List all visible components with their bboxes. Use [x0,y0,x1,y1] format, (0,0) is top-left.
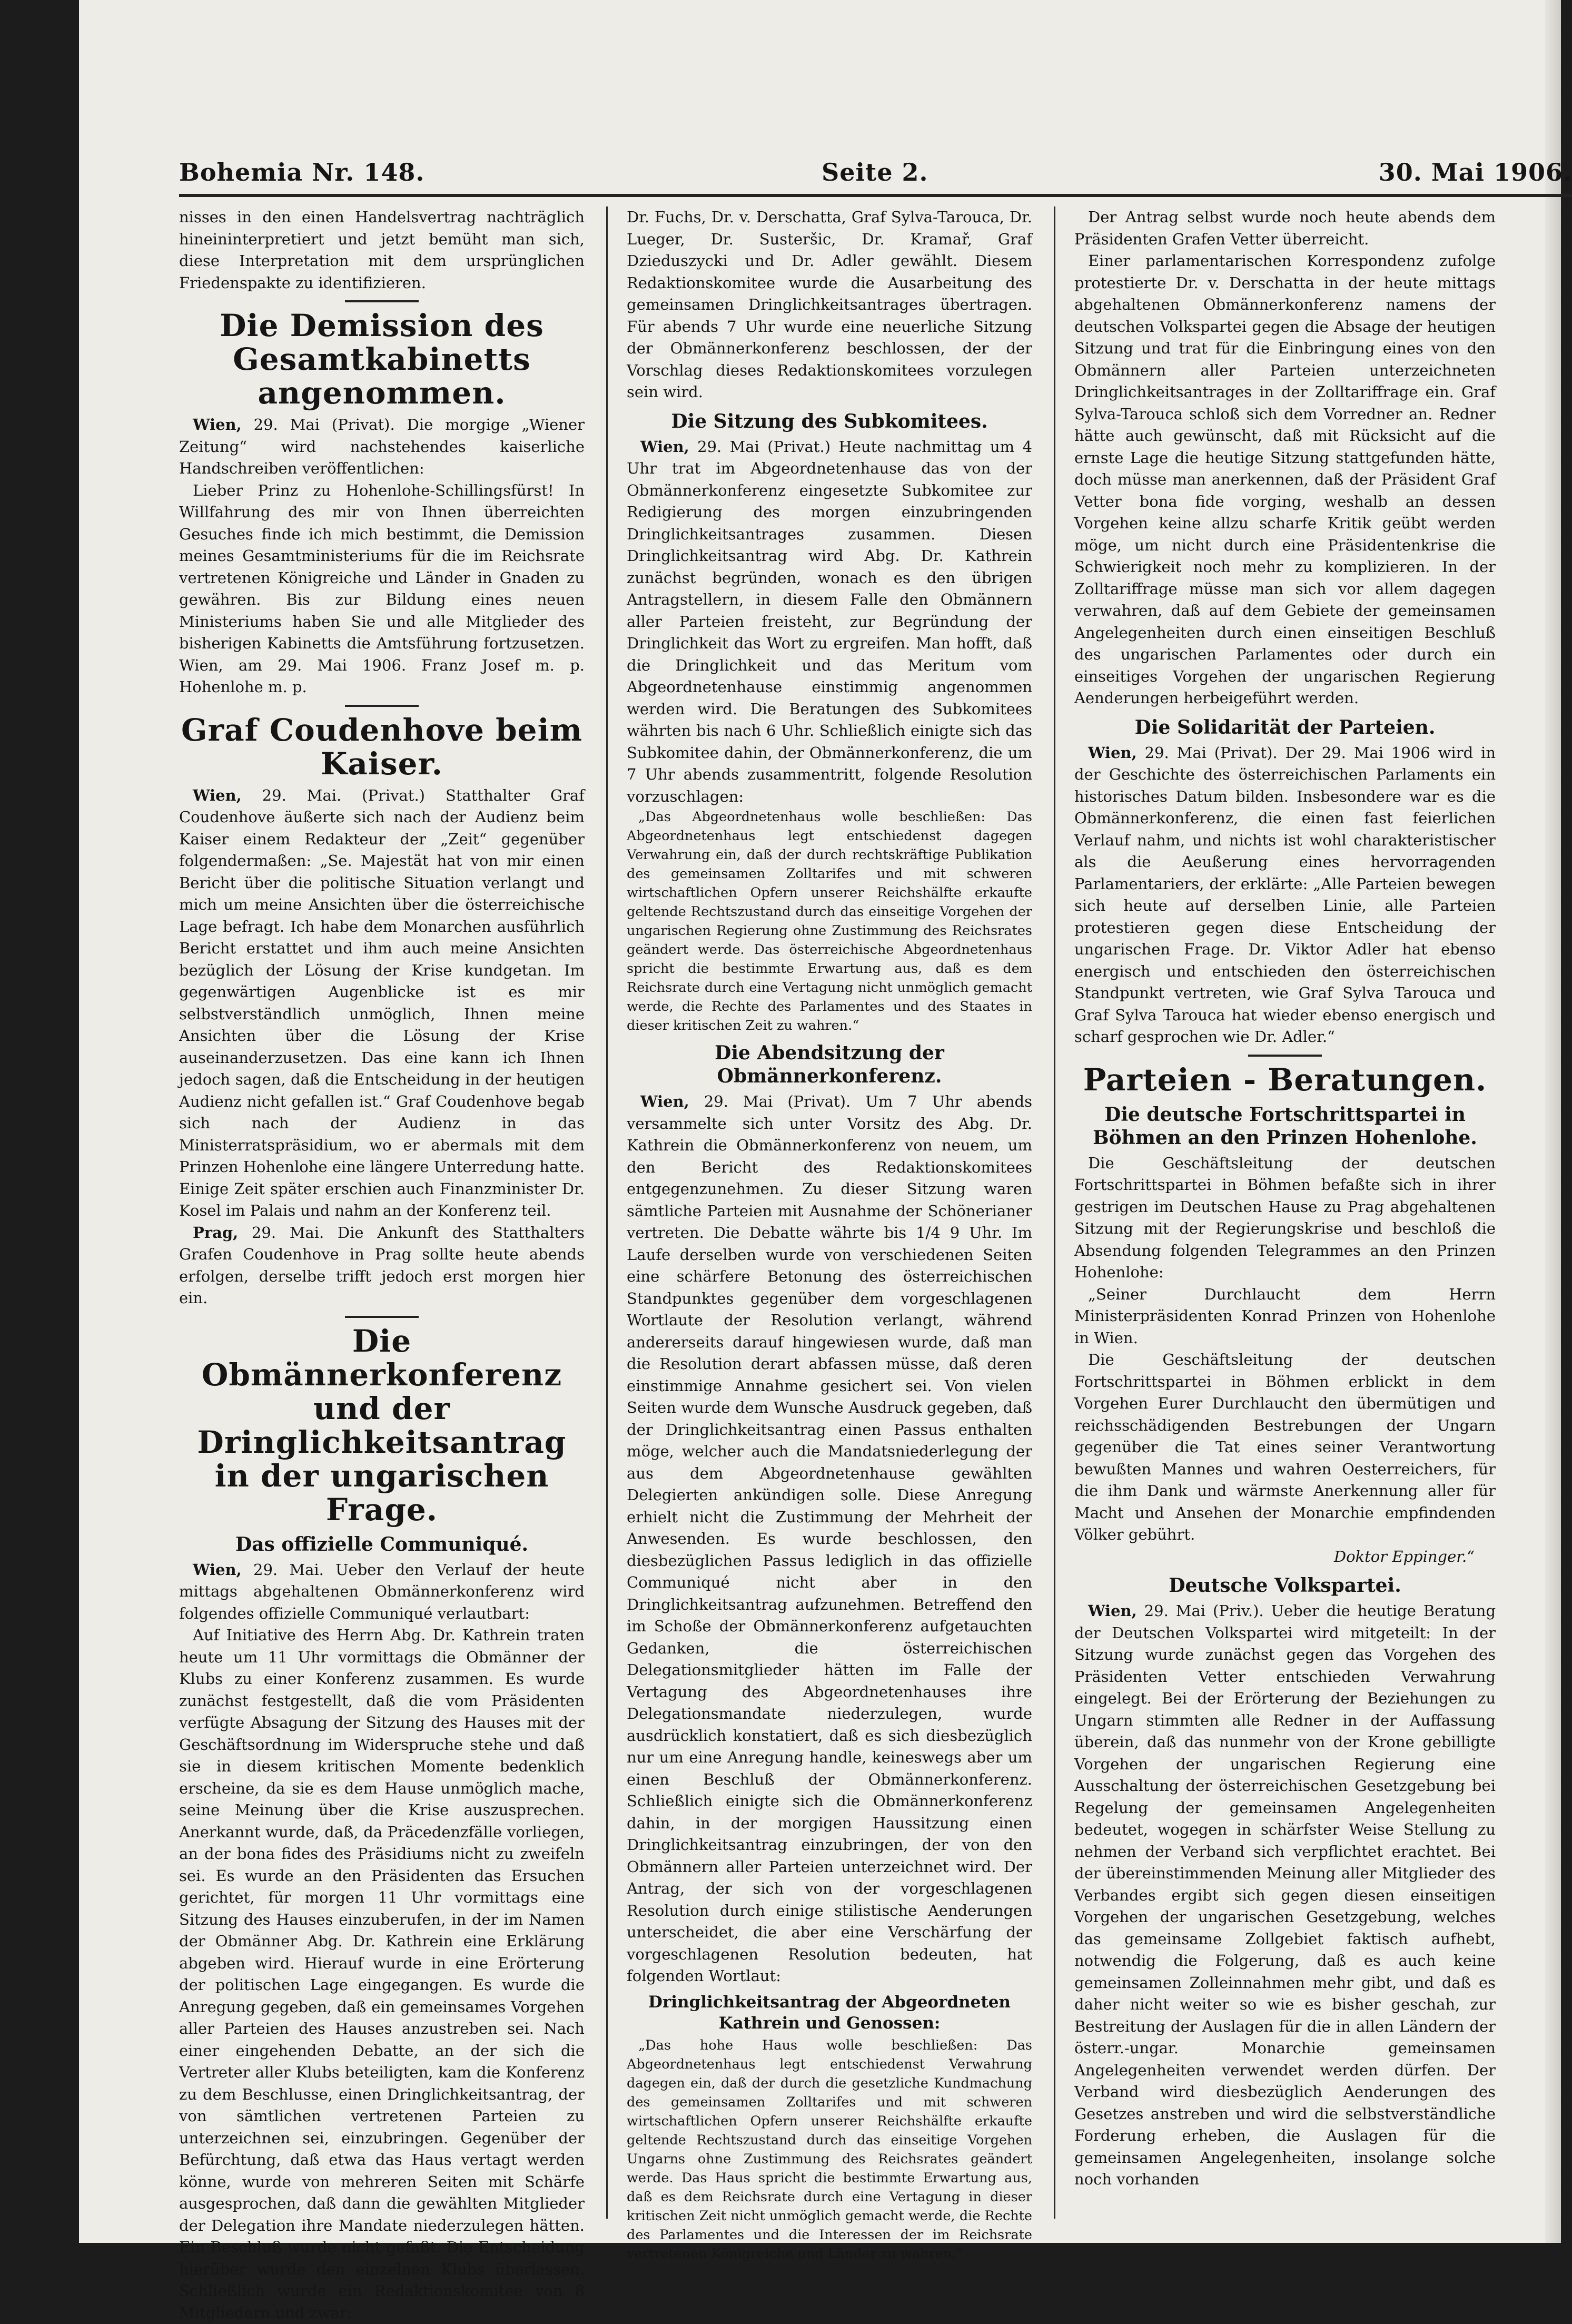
dateline: Wien, [640,1092,689,1110]
paragraph: Lieber Prinz zu Hohenlohe-Schillingsfürst! In Willfahrung des mir von Ihnen überreichten Gesuches finde ich mich bestimmt, die Demission meines Gesamtministeriums für die im Reichsrate vertretenen Königreiche und Länder in Gnaden zu gewähren. Bis zur Bildung eines neuen Ministeriums haben Sie und alle Mitglieder des bisherigen Kabinetts die Amtsführung fortzusetzen. Wien, am 29. Mai 1906. Franz Josef m. p. Hohenlohe m. p. [179,481,585,696]
dateline: Wien, [193,1560,242,1579]
separator [345,300,419,302]
paragraph: Wien, 29. Mai (Privat). Der 29. Mai 1906 wird in der Geschichte des österreichischen Parlaments ein historisches Datum bilden. Insbesondere war es die Obmännerkonferenz, die einen fast feierlichen Verlauf nahm, und nichts ist wohl charakteristischer als die Aeußerung eines hervorragenden Parlamentariers, der erklärte: „Alle Parteien bewegen sich heute auf derselben Linie, alle Parteien protestieren gegen diese Entscheidung der ungarischen Frage. Dr. Viktor Adler hat ebenso energisch und entschieden den österreichischen Standpunkt vertreten, wie Graf Sylva Tarouca und Graf Sylva Tarouca hat wieder ebenso energisch und scharf gesprochen wie Dr. Adler.“ [1074,743,1496,1046]
headline-demission: Die Demission des Gesamtkabinetts angenommen. [220,308,544,411]
dateline: Prag, [193,1223,239,1242]
separator [345,1316,419,1318]
paragraph: Auf Initiative des Herrn Abg. Dr. Kathrein traten heute um 11 Uhr vormittags die Obmänner der Klubs zu einer Konferenz zusammen. Es wurde zunächst festgestellt, daß die vom Präsidenten verfügte Absagung der Sitzung des Hauses mit der Geschäftsordnung im Widerspruche stehe und daß sie in diesem kritischen Momente bedenklich erscheine, da sie es dem Hause unmöglich mache, seine Meinung über die Krise auszusprechen. Anerkannt wurde, daß, da Präcedenzfälle vorliegen, an der bona fides des Präsidiums nicht zu zweifeln sei. Es wurde an den Präsidenten das Ersuchen gerichtet, für morgen 11 Uhr vormittags eine Sitzung des Hauses einzuberufen, in der im Namen der Obmänner Abg. Dr. Kathrein eine Erklärung abgeben wird. Hierauf wurde in eine Erörterung der politischen Lage eingegangen. Es wurde die Anregung gegeben, daß ein gemeinsames Vorgehen aller Parteien des Hauses anzustreben sei. Nach einer eingehenden Debatte, an der sich die Vertreter aller Klubs beteiligten, kam die Konferenz zu dem Beschlusse, einen Dringlichkeitsantrag, der von sämtlichen vertretenen Parteien zu unterzeichnen sei, einzubringen. Gegenüber der Befürchtung, daß etwa das Haus vertagt werden könne, wurde von mehreren Seiten mit Schärfe ausgesprochen, daß dann die gewählten Mitglieder der Delegation ihre Mandate niederzulegen hätten. Ein Beschluß wurde nicht gefaßt. Die Entscheidung hierüber wurde den einzelnen Klubs überlassen. Schließlich wurde ein Redaktionskomitee von 8 Mitgliedern und zwar: [179,1626,585,2322]
subheadline-volkspartei: Deutsche Volkspartei. [1169,1574,1401,1597]
column-rule-2 [1054,206,1055,2219]
dateline: Wien, [193,786,242,804]
telegram-signature: Doktor Eppinger.“ [1333,1547,1475,1565]
paragraph: Wien, 29. Mai (Privat). Die morgige „Wiener Zeitung“ wird nachstehendes kaiserliche Handschreiben veröffentlichen: [179,416,585,477]
paragraph: Einer parlamentarischen Korrespondenz zufolge protestierte Dr. v. Derschatta in der heute mittags abgehaltenen Obmännerkonferenz namens der deutschen Volkspartei gegen die Absage der heutigen Sitzung und trat für die Einbringung eines von den Obmännern aller Parteien unterzeichneten Dringlichkeitsantrages in der Zolltariffrage ein. Graf Sylva-Tarouca schloß sich dem Vorredner an. Redner hätte auch gewünscht, daß mit Rücksicht auf die ernste Lage die heutige Sitzung stattgefunden hätte, doch müsse man anerkennen, daß der Präsident Graf Vetter bona fide vorging, weshalb an dessen Vorgehen keine allzu scharfe Kritik geübt werden möge, um nicht durch eine Präsidentenkrise die Schwierigkeit noch mehr zu komplizieren. In der Zolltariffrage müsse man sich vor allem dagegen verwahren, daß auf dem Gebiete der gemeinsamen Angelegenheiten durch einen einseitigen Beschluß des ungarischen Parlamentes oder durch ein einseitiges Vorgehen der ungarischen Regierung Aenderungen herbeigeführt werden. [1074,252,1496,707]
paragraph: „Seiner Durchlaucht dem Herrn Ministerpräsidenten Konrad Prinzen von Hohenlohe in Wien. [1074,1285,1496,1347]
separator [345,705,419,707]
paragraph: Wien, 29. Mai. Ueber den Verlauf der heute mittags abgehaltenen Obmännerkonferenz wird folgendes offizielle Communiqué verlautbart: [179,1560,585,1622]
subheadline-subkomitee: Die Sitzung des Subkomitees. [671,410,988,432]
newspaper-page [79,0,1572,2322]
column-3 [1074,206,1496,2219]
subheadline-solidaritaet: Die Solidarität der Parteien. [1134,716,1436,738]
column-1 [179,206,585,2322]
dateline: Wien, [1088,1602,1137,1620]
subheadline-abendsitzung: Die Abendsitzung der Obmännerkonferenz. [715,1042,944,1087]
page-edge [1545,0,1561,2243]
article-continuation: nisses in den einen Handelsvertrag nachträglich hineininterpretiert und jetzt bemüht man sich, diese Interpretation mit dem ursprünglichen Friedenspakte zu identifizieren. [179,208,585,292]
separator [1248,1055,1322,1057]
column-rule-1 [606,206,608,2219]
header-date: 30. Mai 1906. [1378,158,1572,186]
paragraph: Prag, 29. Mai. Die Ankunft des Statthalters Grafen Coudenhove in Prag sollte heute abends erfolgen, derselbe trifft jedoch erst morgen hier ein. [179,1223,585,1307]
paragraph: Wien, 29. Mai (Privat.) Heute nachmittag um 4 Uhr trat im Abgeordnetenhause das von der Obmännerkonferenz eingesetzte Subkomitee zur Redigierung des morgen einzubringenden Dringlichkeitsantrages zusammen. Diesen Dringlichkeitsantrag wird Abg. Dr. Kathrein zunächst begründen, wonach es den übrigen Antragstellern, in diesem Falle den Obmännern aller Parteien freisteht, zur Begründung der Dringlichkeit das Wort zu ergreifen. Man hofft, daß die Dringlichkeit und das Meritum vom Abgeordnetenhause einstimmig angenommen werden wird. Die Beratungen des Subkomitees währten bis nach 6 Uhr. Schließlich einigte sich das Subkomitee dahin, der Obmännerkonferenz, die um 7 Uhr abends zusammentritt, folgende Resolution vorzuschlagen: [627,437,1033,805]
subheadline-communique: Das offizielle Communiqué. [235,1533,529,1555]
page-header [179,158,1572,190]
paragraph: Wien, 29. Mai (Privat). Um 7 Uhr abends versammelte sich unter Vorsitz des Abg. Dr. Kathrein die Obmännerkonferenz von neuem, um den Bericht des Redaktionskomitees entgegenzunehmen. Zu dieser Sitzung waren sämtliche Parteien mit Ausnahme der Schönerianer vertreten. Die Debatte währte bis 1/4 9 Uhr. Im Laufe derselben wurde von verschiedenen Seiten eine schärfere Betonung des österreichischen Standpunktes gegenüber dem vorgeschlagenen Wortlaute der Resolution verlangt, während andererseits darauf hingewiesen wurde, daß man die Resolution derart abfassen müsse, daß deren einstimmige Annahme gesichert sei. Von vielen Seiten wurde dem Wunsche Ausdruck gegeben, daß der Dringlichkeitsantrag einen Passus enthalten möge, welcher auch die Mandatsniederlegung der aus dem Abgeordnetenhause gewählten Delegierten ankündigen solle. Diese Anregung erhielt nicht die Zustimmung der Mehrheit der Anwesenden. Es wurde beschlossen, den diesbezüglichen Passus lediglich in das offizielle Communiqué nicht aber in den Dringlichkeitsantrag aufzunehmen. Betreffend den im Schoße der Obmännerkonferenz aufgetauchten Gedanken, die österreichischen Delegationsmitglieder hätten im Falle der Vertagung des Abgeordnetenhauses ihre Delegationsmandate niederzulegen, wurde ausdrücklich konstatiert, daß es sich diesbezüglich nur um eine Anregung handle, keineswegs aber um einen Beschluß der Obmännerkonferenz. Schließlich einigte sich die Obmännerkonferenz dahin, in der morgigen Haussitzung einen Dringlichkeitsantrag einzubringen, der von den Obmännern aller Parteien unterzeichnet wird. Der Antrag, der sich von der vorgeschlagenen Resolution durch einige stilistische Aenderungen unterscheidet, die aber eine Verschärfung der vorgeschlagenen Resolution bedeuten, hat folgenden Wortlaut: [627,1092,1033,1985]
headline-parteien-beratungen: Parteien - Beratungen. [1083,1061,1487,1098]
dateline: Wien, [1088,743,1137,762]
dateline: Wien, [193,416,242,434]
headline-coudenhove: Graf Coudenhove beim Kaiser. [181,712,582,782]
motion-quote: „Das hohe Haus wolle beschließen: Das Abgeordnetenhaus legt entschiedenst Verwahrung dagegen ein, daß der durch die gesetzliche Kundmachung des gemeinsamen Zolltarifes und mit schweren wirtschaftlichen Opfern unserer Reichshälfte erkaufte geltende Rechtszustand durch das einseitige Vorgehen Ungarns ohne Zustimmung des Reichsrates geändert werde. Das Haus spricht die bestimmte Erwartung aus, daß es dem Reichsrate durch eine Vertagung in dieser kritischen Zeit nicht unmöglich gemacht werde, die Rechte des Parlamentes und die Interessen der im Reichsrate vertretenen Königreiche und Länder zu wahren.“ [627,2037,1032,2262]
article-continuation: Dr. Fuchs, Dr. v. Derschatta, Graf Sylva-Tarouca, Dr. Lueger, Dr. Susteršic, Dr. Kramař, Graf Dzieduszycki und Dr. Adler gewählt. Diesem Redaktionskomitee wurde die Ausarbeitung des gemeinsamen Dringlichkeitsantrages übertragen. Für abends 7 Uhr wurde eine neuerliche Sitzung der Obmännerkonferenz beschlossen, der der Vorschlag dieses Redaktionskomitees vorzulegen sein wird. [627,208,1032,401]
header-page-number: Seite 2. [822,158,928,186]
subheadline-fortschrittspartei: Die deutsche Fortschrittspartei in Böhmen an den Prinzen Hohenlohe. [1093,1103,1477,1149]
paragraph: Wien, 29. Mai (Priv.). Ueber die heutige Beratung der Deutschen Volkspartei wird mitgeteilt: In der Sitzung wurde zunächst gegen das Vorgehen des Präsidenten Vetter entschieden Verwahrung eingelegt. Bei der Erörterung der Beziehungen zu Ungarn stimmten alle Redner in der Auffassung überein, daß das nunmehr von der Krone gebilligte Vorgehen der ungarischen Regierung eine Ausschaltung der österreichischen Gesetzgebung bei Regelung der gemeinsamen Angelegenheiten bedeutet, wogegen in schärfster Weise Stellung zu nehmen der Verband sich verpflichtet erachtet. Bei der übereinstimmenden Meinung aller Mitglieder des Verbandes ergibt sich gegen diesen einseitigen Vorgehen der ungarischen Gesetzgebung, welches das gemeinsame Zollgebiet faktisch aufhebt, notwendig die Folgerung, daß es auch keine gemeinsamen Zolleinnahmen mehr gibt, und daß es daher nicht weiter so wie es bisher geschah, zur Bestreitung der Auslagen für die in allen Ländern der österr.-ungar. Monarchie gemeinsamen Angelegenheiten verwendet werden dürfen. Der Verband wird diesbezüglich Aenderungen des Gesetzes anstreben und wird die selbstverständliche Forderung erheben, die Auslagen für die gemeinsamen Angelegenheiten, insolange solche noch vorhanden [1074,1602,1496,2188]
paragraph: Wien, 29. Mai. (Privat.) Statthalter Graf Coudenhove äußerte sich nach der Audienz beim Kaiser einem Redakteur der „Zeit“ gegenüber folgendermaßen: „Se. Majestät hat von mir einen Bericht über die politische Situation verlangt und mich um meine Ansichten über die österreichische Lage befragt. Ich habe dem Monarchen ausführlich Bericht erstattet und ihm auch meine Ansichten bezüglich der Lösung der Krise kundgetan. Im gegenwärtigen Augenblicke ist es mir selbstverständlich unmöglich, Ihnen meine Ansichten über die Lösung der Krise auseinanderzusetzen. Das eine kann ich Ihnen jedoch sagen, daß die Entscheidung in der heutigen Audienz nicht gefallen ist.“ Graf Coudenhove begab sich nach der Audienz in das Ministerratspräsidium, wo er abermals mit dem Prinzen Hohenlohe eine längere Unterredung hatte. Einige Zeit später erschien auch Finanzminister Dr. Kosel im Palais und nahm an der Konferenz teil. [179,786,585,1219]
column-2 [627,206,1033,2262]
header-rule [179,194,1572,197]
header-issue: Bohemia Nr. 148. [179,158,425,186]
article-continuation: Der Antrag selbst wurde noch heute abends dem Präsidenten Grafen Vetter überreicht. [1074,208,1496,248]
dateline: Wien, [640,437,689,456]
headline-obmaennerkonferenz: Die Obmännerkonferenz und der Dringlichkeitsantrag in der ungarischen Frage. [197,1323,567,1528]
resolution-quote: „Das Abgeordnetenhaus wolle beschließen: Das Abgeordnetenhaus legt entschiedenst dagegen Verwahrung ein, daß der durch rechtskräftige Publikation des gemeinsamen Zolltarifes und mit schweren wirtschaftlichen Opfern unserer Reichshälfte erkaufte geltende Rechtszustand durch das einseitige Vorgehen der ungarischen Regierung ohne Zustimmung des Reichsrates geändert werde. Das österreichische Abgeordnetenhaus spricht die bestimmte Erwartung aus, daß es dem Reichsrate durch eine Vertagung nicht unmöglich gemacht werde, die Rechte des Parlamentes und des Staates in dieser kritischen Zeit zu wahren.“ [627,809,1032,1033]
paragraph: Die Geschäftsleitung der deutschen Fortschrittspartei in Böhmen befaßte sich in ihrer gestrigen im Deutschen Hause zu Prag abgehaltenen Sitzung mit der Regierungskrise und beschloß die Absendung folgenden Telegrammes an den Prinzen Hohenlohe: [1074,1154,1496,1281]
paragraph: Die Geschäftsleitung der deutschen Fortschrittspartei in Böhmen erblickt in dem Vorgehen Eurer Durchlaucht den übermütigen und reichsschädigenden Bestrebungen der Ungarn gegenüber die Tat eines seiner Verantwortung bewußten Mannes und wahren Oesterreichers, für die ihm Dank und wärmste Anerkennung aller für Macht und Ansehen der Monarchie empfindenden Völker gebührt. [1074,1351,1496,1543]
subheadline-dringlichkeitsantrag: Dringlichkeitsantrag der Abgeordneten Kathrein und Genossen: [648,1992,1011,2033]
